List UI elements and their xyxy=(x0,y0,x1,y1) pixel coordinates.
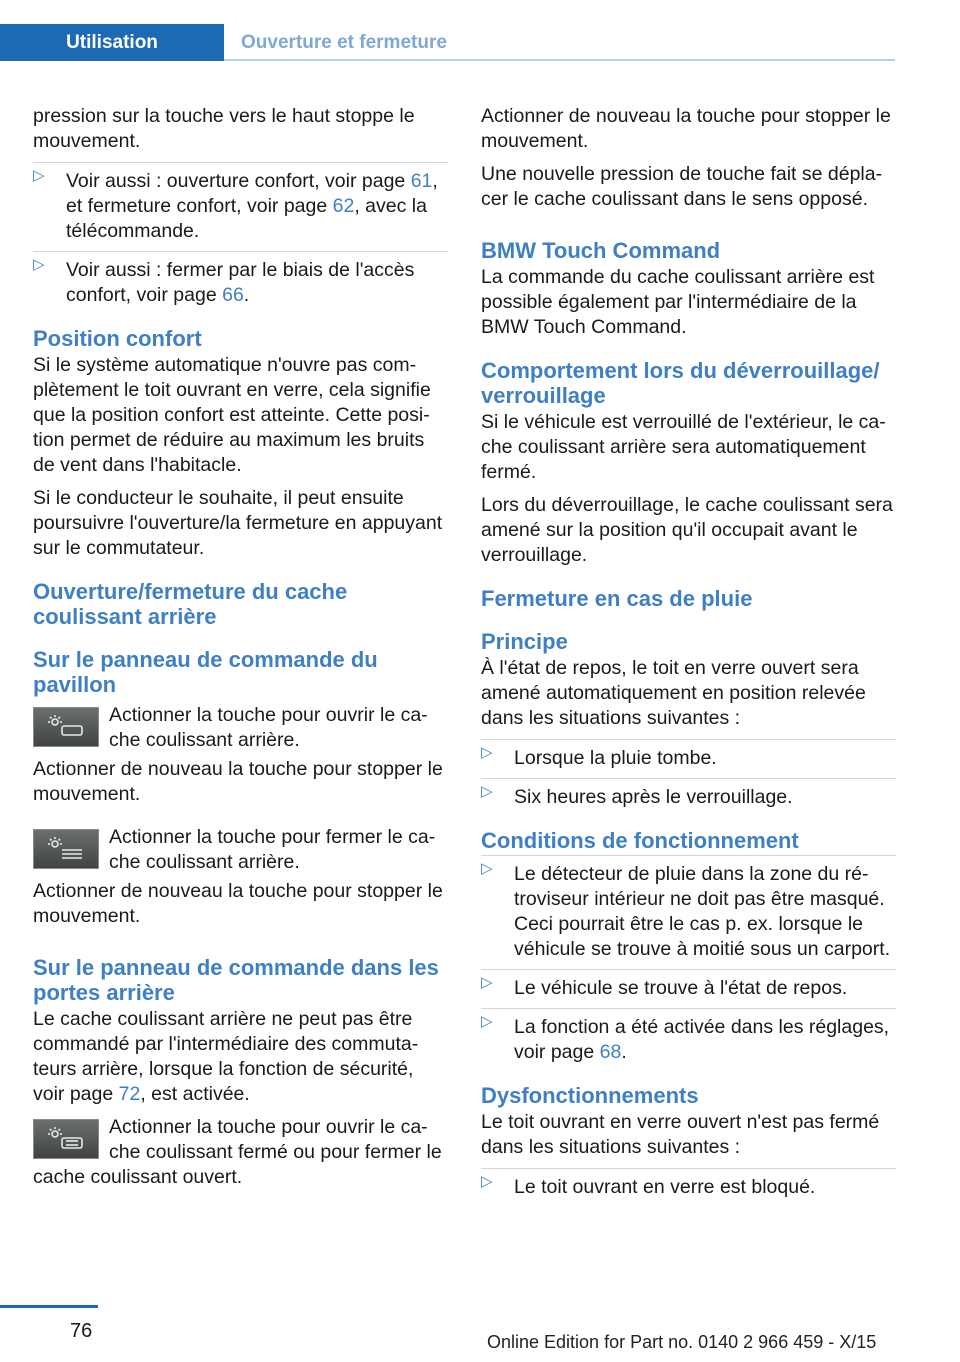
paragraph: Si le conducteur le souhaite, il peut ensuite poursuivre l'ouverture/la fermeture en appuyant sur le commutateur. xyxy=(33,487,443,559)
triangle-right-icon: ▷ xyxy=(33,167,45,184)
paragraph: À l'état de repos, le toit en verre ouvert sera amené automatiquement en position relevée dans les situations suivantes : xyxy=(481,657,866,729)
triangle-right-icon: ▷ xyxy=(481,1173,493,1190)
header-divider xyxy=(224,59,895,61)
list-item: ▷ Le détecteur de pluie dans la zone du rétroviseur intérieur ne doit pas être masqué. Ceci pourrait être le cas p. ex. lorsque le véhicule se trouve à moitié sous un carport. xyxy=(481,855,896,962)
triangle-right-icon: ▷ xyxy=(481,744,493,761)
section-tab[interactable]: Utilisation xyxy=(0,24,224,61)
page-link[interactable]: 62 xyxy=(332,195,355,217)
subsection-heading: Principe xyxy=(481,629,568,654)
paragraph: Si le véhicule est verrouillé de l'extérieur, le cache coulissant arrière sera automatiquement fermé. xyxy=(481,411,886,483)
paragraph: Actionner de nouveau la touche pour stopper le mouvement. xyxy=(481,105,891,152)
sunblind-button-icon xyxy=(33,707,99,747)
list-item: ▷ Le toit ouvrant en verre est bloqué. xyxy=(481,1168,896,1200)
bullet-list xyxy=(481,1168,896,1200)
paragraph: Le cache coulissant arrière ne peut pas être commandé par l'intermédiaire des commutateurs arrière, lorsque la fonction de sécurité, voir page 72, est activée. xyxy=(33,1008,419,1105)
button-instruction: Actionner la touche pour fermer le cache coulissant arrière. xyxy=(33,825,448,875)
subsection-heading: Dysfonctionnements xyxy=(481,1083,699,1108)
paragraph: Actionner de nouveau la touche pour stopper le mouvement. xyxy=(33,880,443,927)
paragraph: Si le système automatique n'ouvre pas complètement le toit ouvrant en verre, cela signifie que la position confort est atteinte. Cette position permet de réduire au maximum les bruits de vent dans l'habitacle. xyxy=(33,354,431,476)
bullet-list xyxy=(481,739,896,810)
subsection-heading: Conditions de fonctionnement xyxy=(481,828,799,853)
triangle-right-icon: ▷ xyxy=(33,256,45,273)
bullet-list xyxy=(33,162,448,308)
edition-note: Online Edition for Part no. 0140 2 966 459 - X/15 xyxy=(487,1332,877,1352)
triangle-right-icon: ▷ xyxy=(481,1013,493,1030)
footer-divider xyxy=(0,1305,98,1308)
list-item: ▷ La fonction a été activée dans les réglages, voir page 68. xyxy=(481,1008,896,1065)
page-link[interactable]: 61 xyxy=(410,170,433,192)
page-header xyxy=(0,24,895,62)
page-number: 76 xyxy=(70,1320,93,1342)
paragraph: Actionner de nouveau la touche pour stopper le mouvement. xyxy=(33,758,443,805)
list-item: ▷ Lorsque la pluie tombe. xyxy=(481,739,896,771)
list-item: ▷ Voir aussi : ouverture confort, voir page 61, et fermeture confort, voir page 62, avec la télécommande. xyxy=(33,162,448,244)
sunblind-button-icon xyxy=(33,829,99,869)
right-column xyxy=(481,104,896,1207)
section-heading: Ouverture/fermeture du cache coulissant arrière xyxy=(33,579,348,629)
section-heading: Fermeture en cas de pluie xyxy=(481,586,753,611)
button-instruction: Actionner la touche pour ouvrir le cache coulissant arrière. xyxy=(33,703,448,753)
paragraph: Une nouvelle pression de touche fait se déplacer le cache coulissant dans le sens opposé. xyxy=(481,163,883,210)
paragraph: pression sur la touche vers le haut stoppe le mouvement. xyxy=(33,105,415,152)
page-link[interactable]: 72 xyxy=(118,1083,141,1105)
subsection-heading: Comportement lors du déverrouillage/ verrouillage xyxy=(481,358,880,408)
subsection-heading: Sur le panneau de commande du pavillon xyxy=(33,647,378,697)
list-item: ▷ Six heures après le verrouillage. xyxy=(481,778,896,810)
subsection-heading: Sur le panneau de commande dans les portes arrière xyxy=(33,955,439,1005)
list-item: ▷ Voir aussi : fermer par le biais de l'accès confort, voir page 66. xyxy=(33,251,448,308)
section-heading: Position confort xyxy=(33,326,202,351)
page-link[interactable]: 66 xyxy=(222,284,244,306)
paragraph: Le toit ouvrant en verre ouvert n'est pas fermé dans les situations suivantes : xyxy=(481,1111,880,1158)
left-column xyxy=(33,104,448,1194)
triangle-right-icon: ▷ xyxy=(481,974,493,991)
subsection-heading: BMW Touch Command xyxy=(481,238,721,263)
list-item: ▷ Le véhicule se trouve à l'état de repos. xyxy=(481,969,896,1001)
triangle-right-icon: ▷ xyxy=(481,860,493,877)
button-instruction: Actionner la touche pour ouvrir le cache coulissant fermé ou pour fermer le cache coulissant ouvert. xyxy=(33,1116,442,1188)
page-link[interactable]: 68 xyxy=(599,1041,622,1063)
bullet-list xyxy=(481,855,896,1065)
paragraph: Lors du déverrouillage, le cache coulissant sera amené sur la position qu'il occupait avant le verrouillage. xyxy=(481,494,893,566)
chapter-tab[interactable]: Ouverture et fermeture xyxy=(241,32,447,53)
triangle-right-icon: ▷ xyxy=(481,783,493,800)
sunblind-button-icon xyxy=(33,1119,99,1159)
paragraph: La commande du cache coulissant arrière est possible également par l'intermédiaire de la BMW Touch Command. xyxy=(481,266,875,338)
